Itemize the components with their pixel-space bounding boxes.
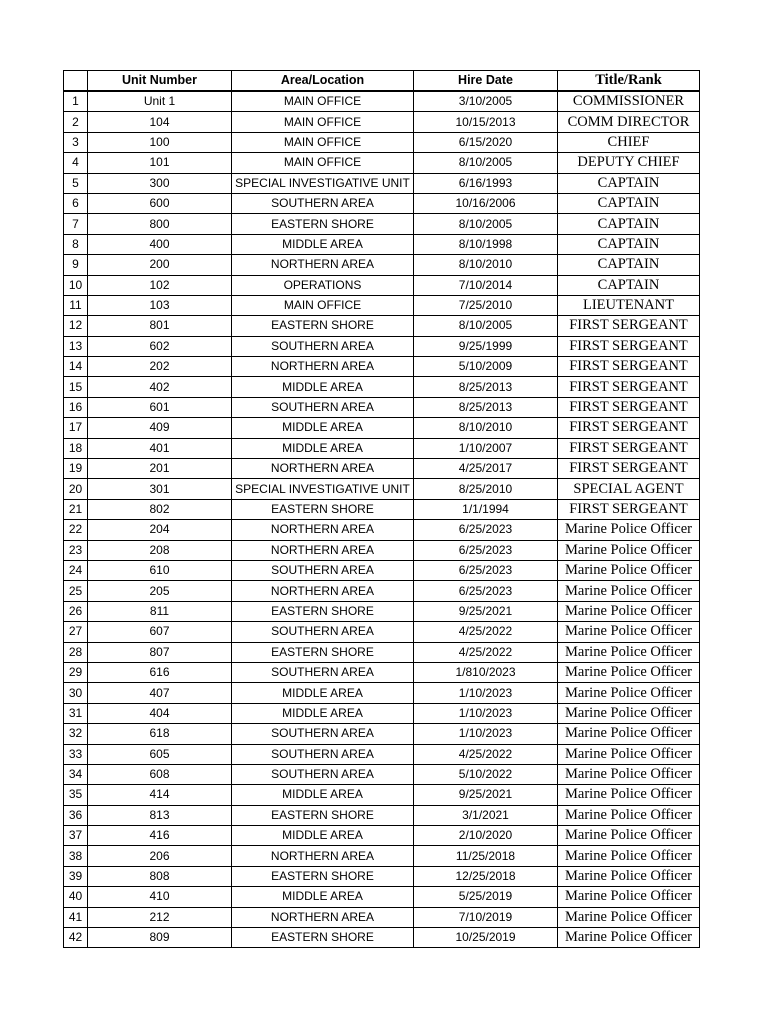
table-row	[64, 91, 700, 112]
area-location-cell: MIDDLE AREA	[232, 703, 414, 723]
area-location-cell: EASTERN SHORE	[232, 928, 414, 948]
unit-number-cell: 204	[88, 520, 232, 540]
table-row	[64, 622, 700, 642]
hire-date-cell: 10/16/2006	[414, 193, 558, 213]
unit-number-cell: 600	[88, 193, 232, 213]
area-location-cell: OPERATIONS	[232, 275, 414, 295]
unit-number-cell: 208	[88, 540, 232, 560]
title-rank-cell: Marine Police Officer	[558, 764, 700, 784]
hire-date-cell: 1/10/2023	[414, 724, 558, 744]
area-location-cell: SOUTHERN AREA	[232, 744, 414, 764]
unit-number-cell: 811	[88, 601, 232, 621]
hire-date-cell: 6/25/2023	[414, 520, 558, 540]
table-row	[64, 928, 700, 948]
area-location-cell: NORTHERN AREA	[232, 520, 414, 540]
row-number-cell: 26	[64, 601, 88, 621]
table-row	[64, 581, 700, 601]
table-row	[64, 153, 700, 173]
row-number-cell: 4	[64, 153, 88, 173]
row-number-cell: 12	[64, 316, 88, 336]
title-rank-cell: CAPTAIN	[558, 193, 700, 213]
row-number-cell: 36	[64, 805, 88, 825]
unit-number-cell: 801	[88, 316, 232, 336]
row-number-cell: 34	[64, 764, 88, 784]
row-number-cell: 24	[64, 560, 88, 580]
hire-date-cell: 8/10/2010	[414, 418, 558, 438]
unit-number-cell: 102	[88, 275, 232, 295]
title-rank-cell: Marine Police Officer	[558, 805, 700, 825]
area-location-cell: SOUTHERN AREA	[232, 764, 414, 784]
unit-number-cell: 205	[88, 581, 232, 601]
hire-date-cell: 10/25/2019	[414, 928, 558, 948]
table-row	[64, 193, 700, 213]
title-rank-cell: FIRST SERGEANT	[558, 357, 700, 377]
row-number-cell: 22	[64, 520, 88, 540]
table-row	[64, 703, 700, 723]
row-number-cell: 7	[64, 214, 88, 234]
title-rank-cell: FIRST SERGEANT	[558, 397, 700, 417]
area-location-cell: SPECIAL INVESTIGATIVE UNIT	[232, 479, 414, 499]
area-location-cell: NORTHERN AREA	[232, 357, 414, 377]
hire-date-cell: 1/10/2023	[414, 703, 558, 723]
hire-date-cell: 6/25/2023	[414, 581, 558, 601]
row-number-cell: 8	[64, 234, 88, 254]
unit-number-cell: 400	[88, 234, 232, 254]
unit-number-cell: 416	[88, 826, 232, 846]
area-location-cell: SOUTHERN AREA	[232, 724, 414, 744]
hire-date-cell: 6/16/1993	[414, 173, 558, 193]
unit-number-cell: 301	[88, 479, 232, 499]
area-location-cell: MIDDLE AREA	[232, 377, 414, 397]
table-row	[64, 744, 700, 764]
unit-number-cell: Unit 1	[88, 91, 232, 112]
title-rank-cell: Marine Police Officer	[558, 826, 700, 846]
title-rank-cell: Marine Police Officer	[558, 520, 700, 540]
table-row	[64, 560, 700, 580]
area-location-cell: SOUTHERN AREA	[232, 622, 414, 642]
hire-date-cell: 8/10/2010	[414, 255, 558, 275]
area-location-cell: MAIN OFFICE	[232, 112, 414, 132]
area-location-cell: MAIN OFFICE	[232, 153, 414, 173]
unit-number-cell: 605	[88, 744, 232, 764]
area-location-cell: EASTERN SHORE	[232, 601, 414, 621]
unit-number-cell: 201	[88, 459, 232, 479]
spreadsheet	[63, 70, 699, 948]
title-rank-cell: Marine Police Officer	[558, 642, 700, 662]
table-row	[64, 846, 700, 866]
hire-date-cell: 8/25/2013	[414, 397, 558, 417]
row-number-cell: 16	[64, 397, 88, 417]
area-location-cell: NORTHERN AREA	[232, 846, 414, 866]
hire-date-cell: 11/25/2018	[414, 846, 558, 866]
table-row	[64, 642, 700, 662]
title-rank-cell: Marine Police Officer	[558, 540, 700, 560]
area-location-cell: MIDDLE AREA	[232, 418, 414, 438]
title-rank-cell: CAPTAIN	[558, 234, 700, 254]
hire-date-cell: 5/25/2019	[414, 887, 558, 907]
hire-date-cell: 6/15/2020	[414, 132, 558, 152]
row-number-cell: 39	[64, 866, 88, 886]
title-rank-cell: Marine Police Officer	[558, 887, 700, 907]
unit-number-cell: 200	[88, 255, 232, 275]
row-number-cell: 19	[64, 459, 88, 479]
title-rank-cell: CAPTAIN	[558, 255, 700, 275]
table-row	[64, 316, 700, 336]
table-row	[64, 234, 700, 254]
title-rank-cell: Marine Police Officer	[558, 662, 700, 682]
row-number-cell: 11	[64, 295, 88, 315]
unit-number-cell: 607	[88, 622, 232, 642]
area-location-cell: MIDDLE AREA	[232, 785, 414, 805]
area-location-cell: MAIN OFFICE	[232, 91, 414, 112]
table-row	[64, 418, 700, 438]
row-number-cell: 32	[64, 724, 88, 744]
table-row	[64, 499, 700, 519]
row-number-cell: 15	[64, 377, 88, 397]
row-number-cell: 3	[64, 132, 88, 152]
table-row	[64, 438, 700, 458]
hire-date-cell: 3/10/2005	[414, 91, 558, 112]
unit-number-cell: 608	[88, 764, 232, 784]
table-row	[64, 662, 700, 682]
unit-number-cell: 104	[88, 112, 232, 132]
unit-number-cell: 101	[88, 153, 232, 173]
title-rank-cell: CAPTAIN	[558, 214, 700, 234]
area-location-cell: NORTHERN AREA	[232, 907, 414, 927]
row-number-cell: 40	[64, 887, 88, 907]
area-location-cell: SOUTHERN AREA	[232, 560, 414, 580]
unit-number-cell: 809	[88, 928, 232, 948]
table-row	[64, 683, 700, 703]
title-rank-cell: FIRST SERGEANT	[558, 418, 700, 438]
table-row	[64, 764, 700, 784]
unit-number-cell: 410	[88, 887, 232, 907]
hire-date-cell: 2/10/2020	[414, 826, 558, 846]
row-number-cell: 42	[64, 928, 88, 948]
table-row	[64, 112, 700, 132]
hire-date-cell: 8/10/2005	[414, 316, 558, 336]
row-number-cell: 28	[64, 642, 88, 662]
hire-date-cell: 1/1/1994	[414, 499, 558, 519]
area-location-cell: NORTHERN AREA	[232, 255, 414, 275]
hire-date-cell: 3/1/2021	[414, 805, 558, 825]
unit-number-cell: 206	[88, 846, 232, 866]
hire-date-cell: 8/10/2005	[414, 153, 558, 173]
table-row	[64, 275, 700, 295]
table-row	[64, 520, 700, 540]
hire-date-cell: 8/10/1998	[414, 234, 558, 254]
hire-date-cell: 8/25/2013	[414, 377, 558, 397]
hire-date-cell: 1/10/2023	[414, 683, 558, 703]
table-row	[64, 173, 700, 193]
area-location-cell: MAIN OFFICE	[232, 295, 414, 315]
row-number-cell: 25	[64, 581, 88, 601]
table-row	[64, 805, 700, 825]
hire-date-cell: 4/25/2022	[414, 744, 558, 764]
row-number-cell: 9	[64, 255, 88, 275]
area-location-cell: NORTHERN AREA	[232, 540, 414, 560]
hire-date-cell: 6/25/2023	[414, 560, 558, 580]
title-rank-cell: LIEUTENANT	[558, 295, 700, 315]
row-number-cell: 35	[64, 785, 88, 805]
title-rank-cell: FIRST SERGEANT	[558, 499, 700, 519]
title-rank-cell: Marine Police Officer	[558, 744, 700, 764]
hire-date-cell: 6/25/2023	[414, 540, 558, 560]
hire-date-cell: 7/10/2014	[414, 275, 558, 295]
unit-number-cell: 404	[88, 703, 232, 723]
unit-number-cell: 414	[88, 785, 232, 805]
title-rank-cell: Marine Police Officer	[558, 703, 700, 723]
row-number-cell: 37	[64, 826, 88, 846]
area-location-cell: SOUTHERN AREA	[232, 397, 414, 417]
table-row	[64, 907, 700, 927]
area-location-cell: EASTERN SHORE	[232, 214, 414, 234]
unit-number-cell: 409	[88, 418, 232, 438]
title-rank-cell: Marine Police Officer	[558, 683, 700, 703]
title-rank-cell: Marine Police Officer	[558, 846, 700, 866]
table-row	[64, 132, 700, 152]
unit-number-cell: 813	[88, 805, 232, 825]
unit-number-cell: 602	[88, 336, 232, 356]
table-row	[64, 724, 700, 744]
area-location-cell: MIDDLE AREA	[232, 887, 414, 907]
title-rank-cell: Marine Police Officer	[558, 907, 700, 927]
hire-date-cell: 4/25/2022	[414, 622, 558, 642]
hire-date-cell: 8/25/2010	[414, 479, 558, 499]
title-rank-cell: Marine Police Officer	[558, 581, 700, 601]
area-location-cell: SPECIAL INVESTIGATIVE UNIT	[232, 173, 414, 193]
row-number-cell: 10	[64, 275, 88, 295]
unit-number-cell: 212	[88, 907, 232, 927]
unit-number-cell: 802	[88, 499, 232, 519]
row-number-cell: 14	[64, 357, 88, 377]
unit-number-cell: 807	[88, 642, 232, 662]
hire-date-cell: 5/10/2009	[414, 357, 558, 377]
unit-number-cell: 202	[88, 357, 232, 377]
unit-number-cell: 800	[88, 214, 232, 234]
row-number-cell: 38	[64, 846, 88, 866]
table-row	[64, 214, 700, 234]
table-row	[64, 336, 700, 356]
table-row	[64, 295, 700, 315]
title-rank-cell: Marine Police Officer	[558, 601, 700, 621]
hire-date-cell: 4/25/2017	[414, 459, 558, 479]
table-row	[64, 785, 700, 805]
header-row	[64, 71, 700, 92]
row-number-cell: 23	[64, 540, 88, 560]
hire-date-cell: 10/15/2013	[414, 112, 558, 132]
unit-number-cell: 402	[88, 377, 232, 397]
area-location-cell: EASTERN SHORE	[232, 642, 414, 662]
table-row	[64, 357, 700, 377]
title-rank-cell: CAPTAIN	[558, 275, 700, 295]
area-location-cell: EASTERN SHORE	[232, 316, 414, 336]
unit-number-cell: 616	[88, 662, 232, 682]
row-number-cell: 21	[64, 499, 88, 519]
area-location-cell: MIDDLE AREA	[232, 234, 414, 254]
title-rank-header: Title/Rank	[558, 71, 700, 92]
area-location-cell: MIDDLE AREA	[232, 683, 414, 703]
title-rank-cell: FIRST SERGEANT	[558, 459, 700, 479]
area-location-cell: EASTERN SHORE	[232, 805, 414, 825]
row-number-cell: 18	[64, 438, 88, 458]
table-row	[64, 377, 700, 397]
row-number-cell: 33	[64, 744, 88, 764]
hire-date-cell: 9/25/2021	[414, 785, 558, 805]
unit-number-cell: 401	[88, 438, 232, 458]
table-row	[64, 255, 700, 275]
row-number-cell: 27	[64, 622, 88, 642]
title-rank-cell: Marine Police Officer	[558, 560, 700, 580]
title-rank-cell: COMMISSIONER	[558, 91, 700, 112]
hire-date-cell: 9/25/2021	[414, 601, 558, 621]
area-location-cell: EASTERN SHORE	[232, 499, 414, 519]
title-rank-cell: DEPUTY CHIEF	[558, 153, 700, 173]
row-number-cell: 31	[64, 703, 88, 723]
title-rank-cell: FIRST SERGEANT	[558, 438, 700, 458]
hire-date-cell: 7/10/2019	[414, 907, 558, 927]
area-location-cell: MIDDLE AREA	[232, 826, 414, 846]
table-row	[64, 459, 700, 479]
area-location-cell: SOUTHERN AREA	[232, 662, 414, 682]
hire-date-cell: 1/810/2023	[414, 662, 558, 682]
title-rank-cell: CAPTAIN	[558, 173, 700, 193]
title-rank-cell: Marine Police Officer	[558, 866, 700, 886]
unit-number-cell: 103	[88, 295, 232, 315]
unit-number-cell: 601	[88, 397, 232, 417]
title-rank-cell: Marine Police Officer	[558, 622, 700, 642]
row-number-cell: 41	[64, 907, 88, 927]
table-row	[64, 826, 700, 846]
row-number-cell: 2	[64, 112, 88, 132]
row-number-cell: 29	[64, 662, 88, 682]
title-rank-cell: FIRST SERGEANT	[558, 336, 700, 356]
area-location-cell: MAIN OFFICE	[232, 132, 414, 152]
title-rank-cell: Marine Police Officer	[558, 785, 700, 805]
row-number-cell: 13	[64, 336, 88, 356]
area-location-cell: SOUTHERN AREA	[232, 193, 414, 213]
title-rank-cell: FIRST SERGEANT	[558, 377, 700, 397]
unit-number-cell: 808	[88, 866, 232, 886]
hire-date-header: Hire Date	[414, 71, 558, 92]
hire-date-cell: 4/25/2022	[414, 642, 558, 662]
row-number-cell: 1	[64, 91, 88, 112]
unit-number-cell: 300	[88, 173, 232, 193]
table-row	[64, 397, 700, 417]
row-number-cell: 6	[64, 193, 88, 213]
table-row	[64, 479, 700, 499]
title-rank-cell: SPECIAL AGENT	[558, 479, 700, 499]
title-rank-cell: CHIEF	[558, 132, 700, 152]
roster-table	[63, 70, 700, 948]
hire-date-cell: 1/10/2007	[414, 438, 558, 458]
area-location-cell: MIDDLE AREA	[232, 438, 414, 458]
row-number-cell: 30	[64, 683, 88, 703]
unit-number-header: Unit Number	[88, 71, 232, 92]
hire-date-cell: 8/10/2005	[414, 214, 558, 234]
area-location-header: Area/Location	[232, 71, 414, 92]
hire-date-cell: 5/10/2022	[414, 764, 558, 784]
unit-number-cell: 100	[88, 132, 232, 152]
title-rank-cell: Marine Police Officer	[558, 928, 700, 948]
hire-date-cell: 12/25/2018	[414, 866, 558, 886]
unit-number-cell: 618	[88, 724, 232, 744]
row-number-header	[64, 71, 88, 92]
row-number-cell: 17	[64, 418, 88, 438]
unit-number-cell: 407	[88, 683, 232, 703]
unit-number-cell: 610	[88, 560, 232, 580]
area-location-cell: EASTERN SHORE	[232, 866, 414, 886]
area-location-cell: NORTHERN AREA	[232, 581, 414, 601]
area-location-cell: NORTHERN AREA	[232, 459, 414, 479]
area-location-cell: SOUTHERN AREA	[232, 336, 414, 356]
title-rank-cell: COMM DIRECTOR	[558, 112, 700, 132]
table-row	[64, 887, 700, 907]
hire-date-cell: 7/25/2010	[414, 295, 558, 315]
row-number-cell: 5	[64, 173, 88, 193]
table-row	[64, 601, 700, 621]
table-row	[64, 540, 700, 560]
hire-date-cell: 9/25/1999	[414, 336, 558, 356]
title-rank-cell: FIRST SERGEANT	[558, 316, 700, 336]
row-number-cell: 20	[64, 479, 88, 499]
table-row	[64, 866, 700, 886]
title-rank-cell: Marine Police Officer	[558, 724, 700, 744]
